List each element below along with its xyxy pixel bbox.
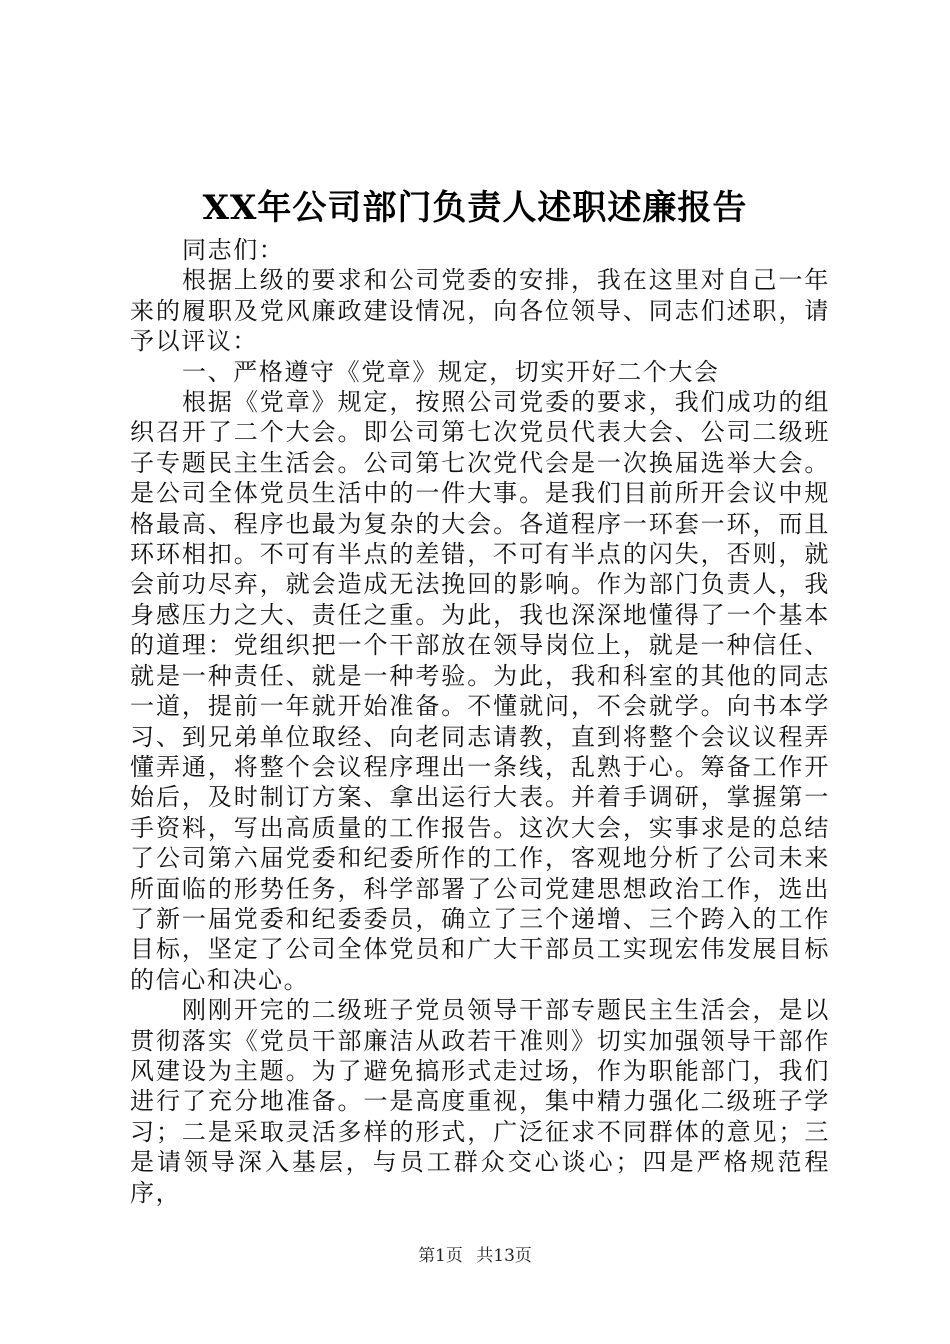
page-number: 第1页 [418,1246,463,1266]
page-total: 共13页 [476,1246,532,1266]
page-footer [0,1244,950,1268]
intro-paragraph: 根据上级的要求和公司党委的安排，我在这里对自己一年来的履职及党风廉政建设情况，向各位领导、同志们述职，请予以评议： [130,266,830,356]
salutation-paragraph: 同志们： [182,236,285,264]
document-body [130,235,830,1208]
section-heading: 一、严格遵守《党章》规定，切实开好二个大会 [182,357,720,386]
body-paragraph: 根据《党章》规定，按照公司党委的要求，我们成功的组织召开了二个大会。即公司第七次党员代表大会、公司二级班子专题民主生活会。公司第七次党代会是一次换届选举大会。是公司全体党员生活中的一件大事。是我们目前所开会议中规格最高、程序也最为复杂的大会。各道程序一环套一环，而且环环相扣。不可有半点的差错，不可有半点的闪失，否则，就会前功尽弃，就会造成无法挽回的影响。作为部门负责人，我身感压力之大、责任之重。为此，我也深深地懂得了一个基本的道理：党组织把一个干部放在领导岗位上，就是一种信任、就是一种责任、就是一种考验。为此，我和科室的其他的同志一道，提前一年就开始准备。不懂就问，不会就学。向书本学习、到兄弟单位取经、向老同志请教，直到将整个会议议程弄懂弄通，将整个会议程序理出一条线，乱熟于心。筹备工作开始后，及时制订方案、拿出运行大表。并着手调研，掌握第一手资料，写出高质量的工作报告。这次大会，实事求是的总结了公司第六届党委和纪委所作的工作，客观地分析了公司未来所面临的形势任务，科学部署了公司党建思想政治工作，选出了新一届党委和纪委委员，确立了三个递增、三个跨入的工作目标，坚定了公司全体党员和广大干部员工实现宏伟发展目标的信心和决心。 [130,388,830,994]
document-title: XX年公司部门负责人述职述廉报告 [202,188,748,228]
body-paragraph: 刚刚开完的二级班子党员领导干部专题民主生活会，是以贯彻落实《党员干部廉洁从政若干准则》切实加强领导干部作风建设为主题。为了避免搞形式走过场，作为职能部门，我们进行了充分地准备。一是高度重视，集中精力强化二级班子学习；二是采取灵活多样的形式，广泛征求不同群体的意见；三是请领导深入基层，与员工群众交心谈心；四是严格规范程序， [130,996,830,1207]
